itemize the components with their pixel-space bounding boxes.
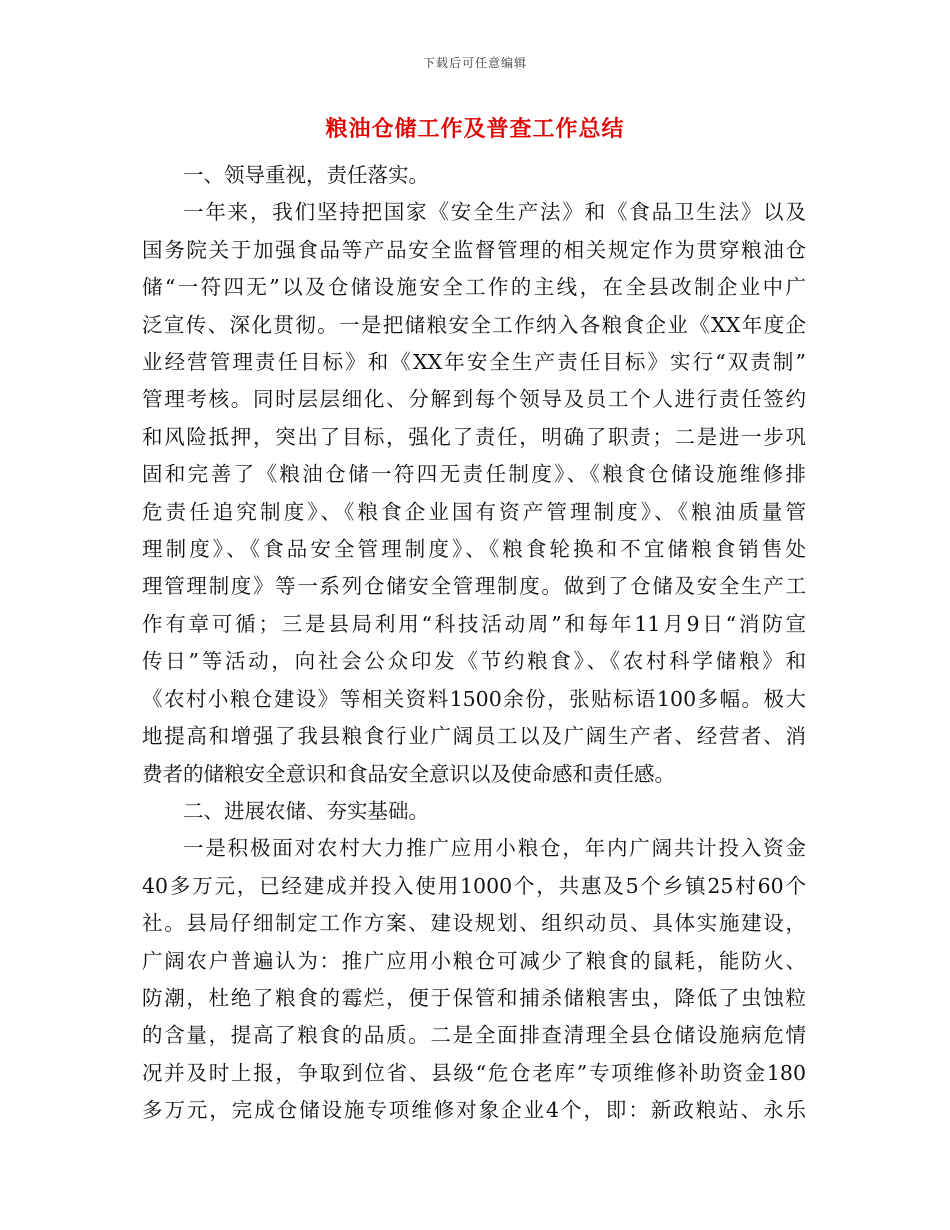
text-line: 况并及时上报，争取到位省、县级“危仓老库”专项维修补助资金180 <box>142 1060 806 1085</box>
text-line: 管理考核。同时层层细化、分解到每个领导及员工个人进行责任签约 <box>142 387 806 412</box>
text-line: 储“一符四无”以及仓储设施安全工作的主线，在全县改制企业中广 <box>142 275 806 300</box>
section-heading-1-text: 一、领导重视，责任落实。 <box>183 163 429 187</box>
text-line: 《农村小粮仓建设》等相关资料1500余份，张贴标语100多幅。极大 <box>142 686 806 711</box>
text-line: 泛宣传、深化贯彻。一是把储粮安全工作纳入各粮食企业《XX年度企 <box>142 312 806 337</box>
paragraph-2 <box>142 830 806 1129</box>
text-line: 固和完善了《粮油仓储一符四无责任制度》、《粮食仓储设施维修排 <box>142 462 806 487</box>
paragraph-1 <box>142 194 806 793</box>
document-body <box>142 157 806 1130</box>
text-line: 理管理制度》等一系列仓储安全管理制度。做到了仓储及安全生产工 <box>142 574 806 599</box>
document-title: 粮油仓储工作及普查工作总结 <box>325 116 625 142</box>
text-line: 地提高和增强了我县粮食行业广阔员工以及广阔生产者、经营者、消 <box>142 724 806 749</box>
text-line: 和风险抵押，突出了目标，强化了责任，明确了职责；二是进一步巩 <box>142 424 806 449</box>
section-heading-1 <box>142 157 806 194</box>
text-line: 广阔农户普遍认为：推广应用小粮仓可减少了粮食的鼠耗，能防火、 <box>142 948 806 973</box>
text-line: 作有章可循；三是县局利用“科技活动周”和每年11月9日“消防宣 <box>142 611 806 636</box>
text-line: 理制度》、《食品安全管理制度》、《粮食轮换和不宜储粮食销售处 <box>142 537 806 562</box>
text-line: 防潮，杜绝了粮食的霉烂，便于保管和捕杀储粮害虫，降低了虫蚀粒 <box>142 985 806 1010</box>
text-line: 一是积极面对农村大力推广应用小粮仓，年内广阔共计投入资金 <box>183 836 806 861</box>
header-note: 下载后可任意编辑 <box>422 56 527 70</box>
text-line: 国务院关于加强食品等产品安全监督管理的相关规定作为贯穿粮油仓 <box>142 237 806 262</box>
section-heading-2-text: 二、进展农储、夯实基础。 <box>183 798 429 823</box>
text-line: 危责任追究制度》、《粮食企业国有资产管理制度》、《粮油质量管 <box>142 499 806 524</box>
text-line: 一年来，我们坚持把国家《安全生产法》和《食品卫生法》以及 <box>183 200 806 225</box>
text-line: 40多万元，已经建成并投入使用1000个，共惠及5个乡镇25村60个 <box>142 873 806 898</box>
text-line: 费者的储粮安全意识和食品安全意识以及使命感和责任感。 <box>142 761 675 786</box>
text-line: 业经营管理责任目标》和《XX年安全生产责任目标》实行“双责制” <box>142 350 806 375</box>
section-heading-2 <box>142 793 806 830</box>
text-line: 社。县局仔细制定工作方案、建设规划、组织动员、具体实施建设， <box>142 911 806 936</box>
text-line: 多万元，完成仓储设施专项维修对象企业4个，即：新政粮站、永乐 <box>142 1098 806 1123</box>
text-line: 的含量，提高了粮食的品质。二是全面排查清理全县仓储设施病危情 <box>142 1023 806 1048</box>
text-line: 传日”等活动，向社会公众印发《节约粮食》、《农村科学储粮》和 <box>142 649 806 674</box>
